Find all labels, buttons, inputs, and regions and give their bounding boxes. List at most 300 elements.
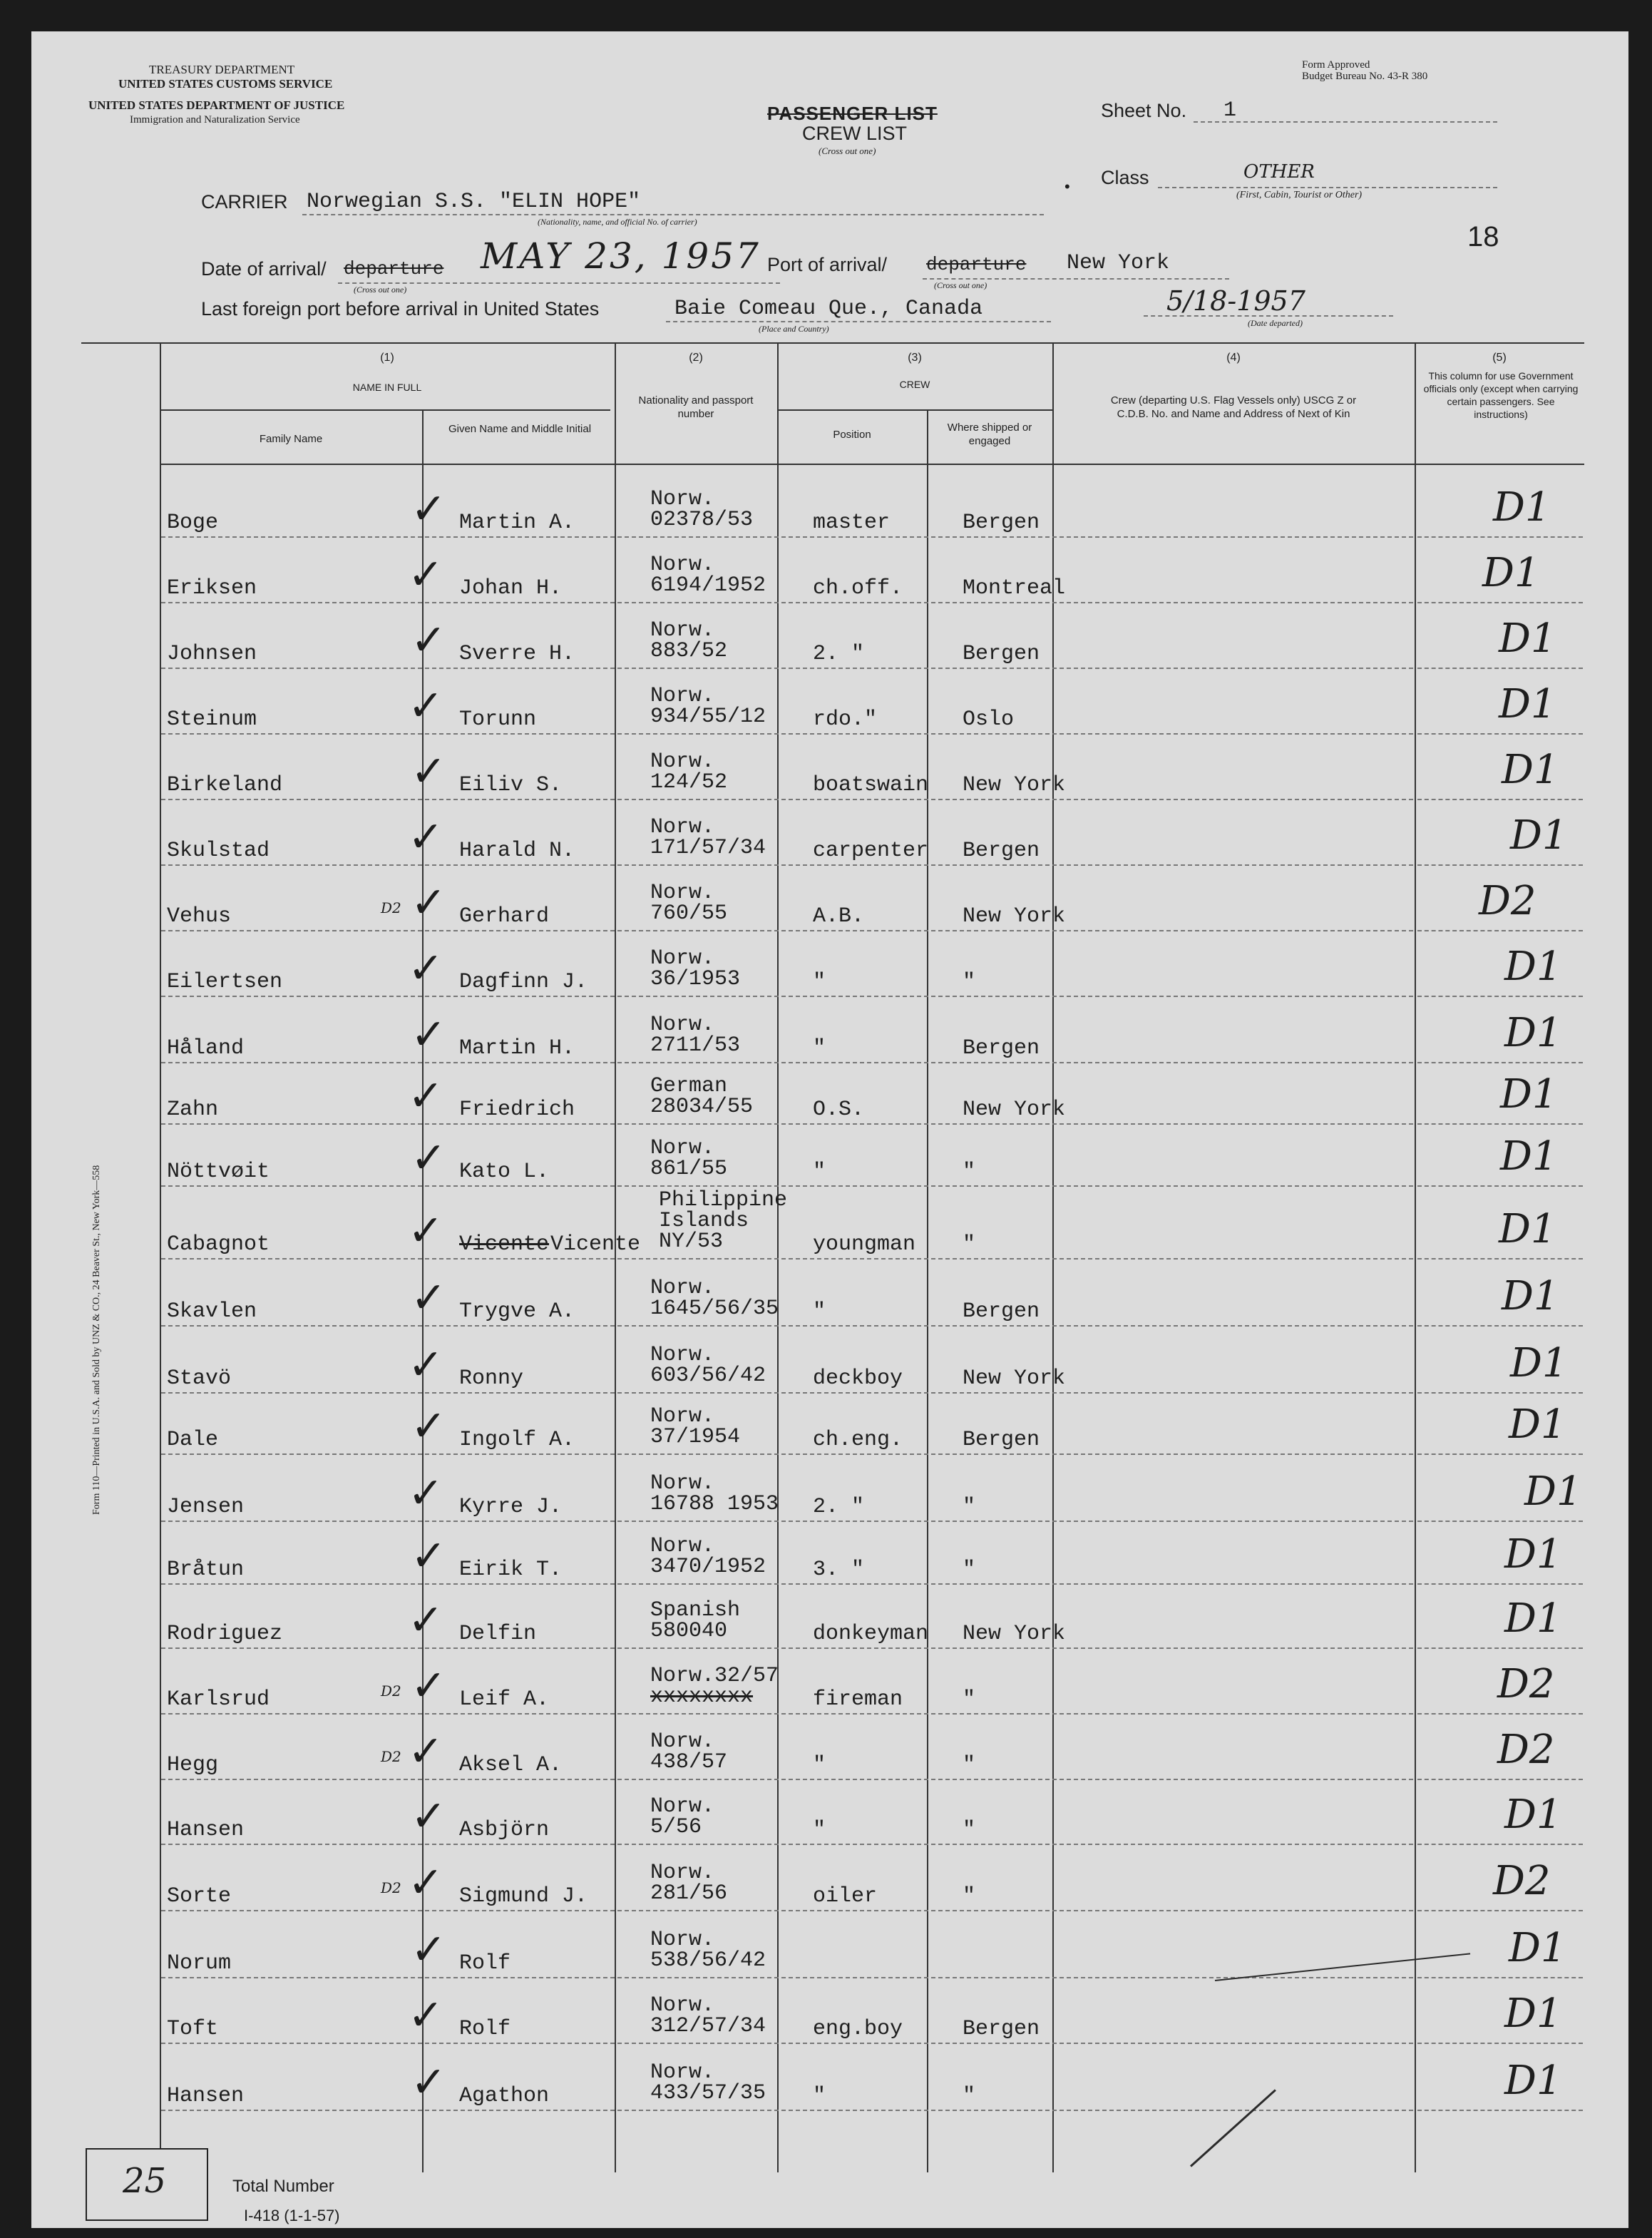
shipped: Bergen (963, 511, 1040, 535)
given-name: Sverre H. (459, 642, 575, 666)
port-label: Port of arrival/ (767, 254, 888, 275)
family-name: Dale (167, 1428, 219, 1452)
title-note: (Cross out one) (819, 145, 876, 156)
col2-title: Nationality and passport number (638, 394, 754, 420)
check-mark: ✓ (411, 878, 447, 928)
row-rule (161, 1185, 1413, 1187)
col-line-official (1415, 342, 1416, 2172)
given-name: Ingolf A. (459, 1428, 575, 1452)
row-rule-official (1417, 996, 1583, 997)
check-mark: ✓ (408, 944, 444, 993)
row-rule (161, 799, 1413, 800)
official-code: D1 (1499, 681, 1556, 727)
row-rule (161, 1325, 1413, 1327)
position: " (813, 1753, 826, 1777)
margin-mark: D2 (381, 1748, 401, 1765)
row-rule (161, 930, 1413, 931)
passport-line: 580040 (650, 1619, 728, 1643)
last-port-value: Baie Comeau Que., Canada (674, 297, 983, 321)
passport-line: Norw. (650, 553, 715, 577)
carrier-rule (302, 214, 1044, 215)
given-name: Friedrich (459, 1098, 575, 1122)
col-line-kin (1052, 342, 1054, 2172)
last-port-rule (666, 321, 1051, 322)
passport-line: Spanish (650, 1598, 741, 1623)
row-rule (161, 733, 1413, 735)
family-name: Steinum (167, 707, 257, 732)
passport-line: Norw. (650, 1729, 715, 1754)
position: eng.boy (813, 2017, 903, 2041)
carrier-note: (Nationality, name, and official No. of carrier) (538, 217, 697, 227)
check-mark: ✓ (411, 1925, 447, 1975)
row-rule-official (1417, 1185, 1583, 1187)
row-rule-official (1417, 733, 1583, 735)
check-mark: ✓ (408, 1595, 444, 1645)
given-name: Eirik T. (459, 1558, 563, 1582)
row-rule (161, 602, 1413, 603)
row-rule-official (1417, 930, 1583, 931)
family-name: Hansen (167, 1818, 245, 1842)
position: 3. " (813, 1558, 865, 1582)
shipped: Bergen (963, 1299, 1040, 1324)
official-code: D1 (1502, 747, 1559, 793)
check-mark: ✓ (408, 1206, 444, 1256)
given-name: Aksel A. (459, 1753, 563, 1777)
position: " (813, 1036, 826, 1061)
given-name: Sigmund J. (459, 1884, 588, 1909)
family-name: Bråtun (167, 1558, 245, 1582)
official-code: D1 (1504, 2058, 1562, 2104)
position: " (813, 1299, 826, 1324)
col5-title: This column for use Government officials only (except when carrying certain passengers. See instructions) (1423, 370, 1579, 420)
given-name: Eiliv S. (459, 773, 563, 797)
given-name: Harald N. (459, 839, 575, 863)
shipped: " (963, 1753, 976, 1777)
family-name: Johnsen (167, 642, 257, 666)
passport-line: Norw. (650, 815, 715, 839)
given-name: Johan H. (459, 576, 563, 601)
class-note: (First, Cabin, Tourist or Other) (1236, 190, 1363, 200)
shipped: " (963, 1160, 976, 1184)
total-count: 25 (123, 2161, 167, 2201)
check-mark: ✓ (408, 1858, 444, 1908)
row-rule (161, 1123, 1413, 1125)
ins-service: Immigration and Naturalization Service (130, 114, 300, 126)
position: 2. " (813, 642, 865, 666)
check-mark: ✓ (408, 681, 444, 731)
shipped: " (963, 970, 976, 994)
given-name: Kato L. (459, 1160, 550, 1184)
shipped: " (963, 1687, 976, 1712)
position: " (813, 970, 826, 994)
given-name: Trygve A. (459, 1299, 575, 1324)
check-mark: ✓ (408, 812, 444, 862)
check-mark: ✓ (411, 1133, 447, 1183)
port-value: New York (1067, 251, 1170, 275)
shipped: New York (963, 773, 1066, 797)
shipped: Bergen (963, 839, 1040, 863)
shipped: Oslo (963, 707, 1015, 732)
family-name: Sorte (167, 1884, 232, 1909)
shipped: " (963, 1884, 976, 1909)
official-code: D2 (1493, 1858, 1551, 1904)
row-rule-official (1417, 1844, 1583, 1845)
position: ch.off. (813, 576, 903, 601)
position: 2. " (813, 1495, 865, 1519)
passport-line: Norw. (650, 946, 715, 971)
justice-dept: UNITED STATES DEPARTMENT OF JUSTICE (88, 98, 345, 112)
official-code: D1 (1504, 1531, 1562, 1578)
passport-line: 36/1953 (650, 967, 741, 991)
position: carpenter (813, 839, 929, 863)
passport-line: 312/57/34 (650, 2014, 766, 2038)
family-name: Eilertsen (167, 970, 283, 994)
passport-line: 6194/1952 (650, 573, 766, 598)
family-name: Zahn (167, 1098, 219, 1122)
row-rule (161, 1258, 1413, 1259)
official-code: D1 (1499, 615, 1556, 662)
official-code: D1 (1509, 1401, 1566, 1448)
official-code: D1 (1482, 550, 1540, 596)
family-name: Jensen (167, 1495, 245, 1519)
row-rule (161, 2110, 1413, 2111)
check-mark: ✓ (408, 1991, 444, 2040)
position: master (813, 511, 891, 535)
row-rule-official (1417, 1910, 1583, 1911)
given-name: Ronny (459, 1366, 524, 1391)
given-name: Asbjörn (459, 1818, 550, 1842)
row-rule (161, 864, 1413, 866)
row-rule (161, 668, 1413, 669)
position: " (813, 1160, 826, 1184)
family-name: Stavö (167, 1366, 232, 1391)
given-name: Gerhard (459, 904, 550, 929)
family-name: Vehus (167, 904, 232, 929)
row-rule (161, 1779, 1413, 1780)
passport-line: NY/53 (659, 1230, 724, 1254)
official-code: D1 (1499, 1206, 1556, 1252)
passport-line: Norw. (650, 1471, 715, 1496)
col3-title: CREW (899, 379, 930, 390)
row-rule (161, 1844, 1413, 1845)
row-rule (161, 1647, 1413, 1649)
col4-number: (4) (1226, 352, 1241, 364)
family-name: Hansen (167, 2084, 245, 2108)
crew-sub-rule (777, 409, 1052, 411)
form-approved: Form Approved (1302, 59, 1370, 71)
passport-line: 5/56 (650, 1815, 702, 1839)
sheet-value: 1 (1223, 98, 1237, 123)
official-code: D1 (1510, 812, 1568, 859)
given-name: Rolf (459, 2017, 511, 2041)
date-departure-struck: departure (344, 258, 444, 280)
class-label: Class (1101, 167, 1149, 188)
official-code: D1 (1524, 1468, 1582, 1515)
row-rule (161, 1583, 1413, 1585)
given-name-struck: Vicente (459, 1232, 550, 1257)
col2-number: (2) (689, 352, 703, 364)
passport-line: 603/56/42 (650, 1364, 766, 1388)
check-mark: ✓ (408, 1468, 444, 1518)
position: boatswain (813, 773, 929, 797)
passport-line: Norw. (650, 1534, 715, 1558)
family-name: Hegg (167, 1753, 219, 1777)
row-rule-official (1417, 2110, 1583, 2111)
pen-slash-bottom (1190, 2089, 1276, 2167)
row-rule (161, 996, 1413, 997)
row-rule-official (1417, 1779, 1583, 1780)
passport-line: 861/55 (650, 1157, 728, 1181)
check-mark: ✓ (411, 1792, 447, 1841)
sheet-rule (1194, 121, 1497, 123)
col1-title: NAME IN FULL (352, 382, 422, 393)
passport-line: 02378/53 (650, 508, 754, 532)
check-mark: ✓ (411, 747, 447, 797)
passport-line: Norw. (650, 684, 715, 708)
passport-line: Norw. (650, 487, 715, 511)
position: donkeyman (813, 1622, 929, 1646)
check-mark: ✓ (408, 550, 444, 600)
passport-line: 281/56 (650, 1881, 728, 1906)
passport-line: Norw. (650, 1276, 715, 1300)
shipped: " (963, 2084, 976, 2108)
check-mark: ✓ (411, 2058, 447, 2107)
check-mark: ✓ (411, 484, 447, 534)
row-rule-official (1417, 1977, 1583, 1978)
passport-line: 124/52 (650, 770, 728, 794)
official-code: D1 (1504, 944, 1562, 990)
arrival-date-value: MAY 23, 1957 (481, 235, 761, 277)
col-line-crew (777, 342, 779, 2172)
shipped: " (963, 1558, 976, 1582)
check-mark: ✓ (411, 1273, 447, 1323)
row-rule-official (1417, 1521, 1583, 1522)
header-bottom-rule (160, 464, 1584, 465)
official-code: D1 (1500, 1133, 1558, 1180)
official-code: D1 (1502, 1273, 1559, 1319)
crew-list-title: CREW LIST (802, 123, 908, 144)
passport-line: 37/1954 (650, 1425, 741, 1449)
given-name: Torunn (459, 707, 537, 732)
form-code: I-418 (1-1-57) (244, 2207, 340, 2224)
class-rule (1158, 187, 1497, 188)
given-name: Vicente (550, 1232, 641, 1257)
row-rule-official (1417, 799, 1583, 800)
row-rule (161, 1453, 1413, 1455)
official-code: D1 (1510, 1340, 1568, 1386)
passport-line: Norw.32/57 (650, 1664, 779, 1688)
passport-line: Norw. (650, 1136, 715, 1160)
official-code: D1 (1500, 1071, 1558, 1118)
shipped: Bergen (963, 642, 1040, 666)
margin-mark: D2 (381, 1879, 401, 1896)
row-rule (161, 1392, 1413, 1394)
shipped: Montreal (963, 576, 1066, 601)
row-rule-official (1417, 536, 1583, 538)
row-rule-official (1417, 1453, 1583, 1455)
shipped: Bergen (963, 1036, 1040, 1061)
col3-number: (3) (908, 352, 922, 364)
row-rule-official (1417, 668, 1583, 669)
check-mark: ✓ (408, 1071, 444, 1121)
official-code: D2 (1497, 1661, 1555, 1707)
col-line-nationality (615, 342, 616, 2172)
budget-bureau: Budget Bureau No. 43-R 380 (1302, 71, 1428, 82)
official-code: D2 (1497, 1727, 1555, 1773)
page-number: 18 (1467, 221, 1499, 252)
passport-line: 171/57/34 (650, 836, 766, 860)
crew-list-form (31, 31, 1628, 2228)
row-rule (161, 536, 1413, 538)
departed-rule (1144, 315, 1393, 317)
passport-line: 934/55/12 (650, 705, 766, 729)
passport-line: Norw. (650, 1861, 715, 1885)
passport-line: 883/52 (650, 639, 728, 663)
family-name: Boge (167, 511, 219, 535)
passport-line: Islands (659, 1209, 749, 1233)
position: " (813, 2084, 826, 2108)
row-rule (161, 1713, 1413, 1715)
given-name: Martin A. (459, 511, 575, 535)
row-rule-official (1417, 1647, 1583, 1649)
official-code: D1 (1504, 1595, 1562, 1642)
carrier-value: Norwegian S.S. "ELIN HOPE" (307, 190, 641, 214)
family-name: Nöttvøit (167, 1160, 270, 1184)
passport-line: Norw. (650, 1794, 715, 1819)
official-code: D1 (1509, 1925, 1566, 1971)
official-code: D1 (1504, 1991, 1562, 2037)
given-name: Delfin (459, 1622, 537, 1646)
position: " (813, 1818, 826, 1842)
passport-line: xxxxxxxx (650, 1685, 754, 1709)
passport-line: Norw. (650, 1343, 715, 1367)
passport-line: 2711/53 (650, 1033, 741, 1058)
official-code: D1 (1504, 1792, 1562, 1838)
row-rule-official (1417, 1325, 1583, 1327)
passport-line: 28034/55 (650, 1095, 754, 1119)
col5-number: (5) (1492, 352, 1507, 364)
passport-line: Norw. (650, 1928, 715, 1952)
shipped: " (963, 1232, 976, 1257)
row-rule (161, 2043, 1413, 2044)
date-note: (Cross out one) (354, 285, 407, 295)
family-name: Cabagnot (167, 1232, 270, 1257)
passport-line: German (650, 1074, 728, 1098)
shipped: Bergen (963, 2017, 1040, 2041)
passport-line: Norw. (650, 618, 715, 643)
given-name: Kyrre J. (459, 1495, 563, 1519)
given-name-header: Given Name and Middle Initial (448, 423, 592, 435)
row-rule (161, 1062, 1413, 1063)
family-name-header: Family Name (259, 433, 323, 445)
departed-note: (Date departed) (1248, 318, 1303, 328)
port-rule (923, 278, 1229, 280)
row-rule-official (1417, 1062, 1583, 1063)
col-line-shipped (927, 409, 928, 2172)
family-name: Skulstad (167, 839, 270, 863)
check-mark: ✓ (411, 1010, 447, 1060)
passport-line: 16788 1953 (650, 1492, 779, 1516)
row-rule-official (1417, 1583, 1583, 1585)
check-mark: ✓ (408, 1340, 444, 1390)
shipped: Bergen (963, 1428, 1040, 1452)
passport-line: Norw. (650, 1404, 715, 1429)
passport-line: Philippine (659, 1188, 788, 1212)
given-name: Rolf (459, 1951, 511, 1976)
family-name: Rodriguez (167, 1622, 283, 1646)
passport-line: Norw. (650, 881, 715, 905)
margin-mark: D2 (381, 899, 401, 916)
passport-line: 438/57 (650, 1750, 728, 1774)
family-name: Håland (167, 1036, 245, 1061)
position: rdo." (813, 707, 878, 732)
passenger-list-struck: PASSENGER LIST (767, 103, 938, 124)
treasury-dept: TREASURY DEPARTMENT (149, 63, 295, 76)
family-name: Eriksen (167, 576, 257, 601)
last-port-note: (Place and Country) (759, 324, 829, 334)
total-label: Total Number (232, 2177, 334, 2196)
passport-line: Norw. (650, 1013, 715, 1037)
margin-mark: D2 (381, 1682, 401, 1700)
departed-date-value: 5/18-1957 (1166, 285, 1305, 317)
date-arrival-label: Date of arrival/ (201, 258, 327, 280)
col1-number: (1) (380, 352, 394, 364)
shipped-header: Where shipped or engaged (947, 421, 1032, 447)
check-mark: ✓ (411, 615, 447, 665)
row-rule-official (1417, 864, 1583, 866)
shipped: New York (963, 1098, 1066, 1122)
passport-line: Norw. (650, 750, 715, 774)
check-mark: ✓ (411, 1661, 447, 1711)
row-rule-official (1417, 1258, 1583, 1259)
passport-line: 433/57/35 (650, 2081, 766, 2105)
position: ch.eng. (813, 1428, 903, 1452)
row-rule-official (1417, 1713, 1583, 1715)
passport-line: 760/55 (650, 901, 728, 926)
position-header: Position (833, 429, 871, 441)
table-top-rule (81, 342, 1584, 344)
last-port-label: Last foreign port before arrival in United States (201, 298, 600, 320)
family-name: Birkeland (167, 773, 283, 797)
position: youngman (813, 1232, 916, 1257)
passport-line: Norw. (650, 2060, 715, 2085)
given-name: Leif A. (459, 1687, 550, 1712)
check-mark: ✓ (411, 1401, 447, 1451)
shipped: New York (963, 1366, 1066, 1391)
row-rule-official (1417, 602, 1583, 603)
position: oiler (813, 1884, 878, 1909)
given-name: Martin H. (459, 1036, 575, 1061)
position: fireman (813, 1687, 903, 1712)
shipped: " (963, 1495, 976, 1519)
class-value: OTHER (1243, 161, 1315, 183)
shipped: " (963, 1818, 976, 1842)
bullet-dot: • (1064, 178, 1070, 195)
official-code: D1 (1493, 484, 1551, 531)
passport-line: 538/56/42 (650, 1948, 766, 1973)
row-rule-official (1417, 1392, 1583, 1394)
port-note: (Cross out one) (934, 280, 987, 290)
sheet-label: Sheet No. (1101, 100, 1187, 121)
family-name: Norum (167, 1951, 232, 1976)
position: deckboy (813, 1366, 903, 1391)
family-name: Toft (167, 2017, 219, 2041)
date-rule (338, 282, 780, 284)
passport-line: 3470/1952 (650, 1555, 766, 1579)
check-mark: ✓ (411, 1531, 447, 1581)
family-name: Karlsrud (167, 1687, 270, 1712)
row-rule-official (1417, 1123, 1583, 1125)
